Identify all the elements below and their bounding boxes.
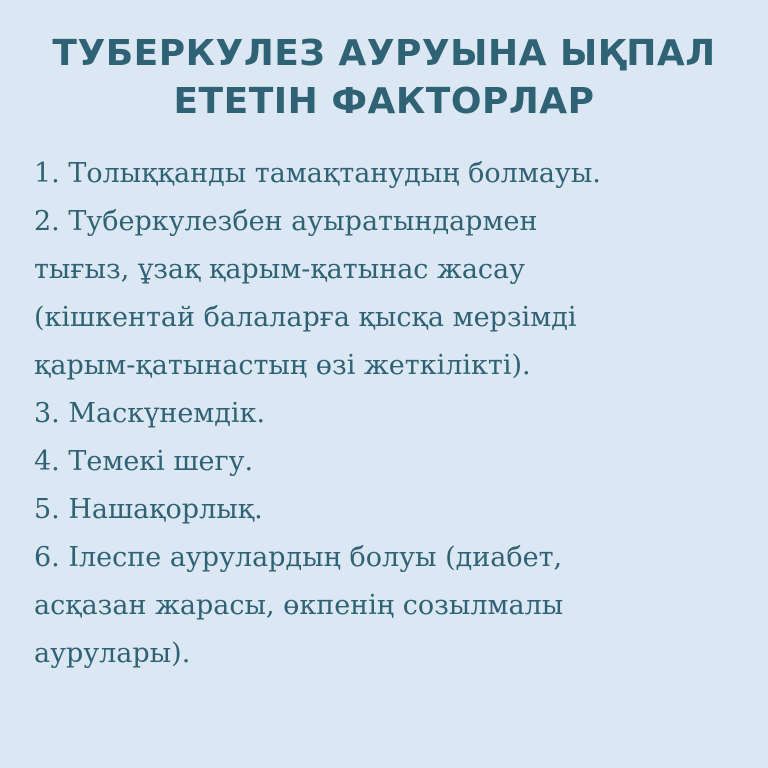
- body-line-7: 4. Темекі шегу.: [34, 446, 254, 477]
- body-line-8: 5. Нашақорлық.: [34, 494, 263, 525]
- body-line-5: қарым-қатынастың өзі жеткілікті).: [34, 350, 531, 381]
- body-line-4: (кішкентай балаларға қысқа мерзімді: [34, 302, 577, 333]
- body-line-2: 2. Туберкулезбен ауыратындармен: [34, 206, 538, 237]
- body-line-11: аурулары).: [34, 638, 191, 669]
- title-line-2: ЕТЕТІН ФАКТОРЛАР: [173, 81, 595, 122]
- page-title: [0, 30, 768, 126]
- body-line-6: 3. Маскүнемдік.: [34, 398, 266, 429]
- body-line-3: тығыз, ұзақ қарым-қатынас жасау: [34, 254, 526, 285]
- title-line-1: ТУБЕРКУЛЕЗ АУРУЫНА ЫҚПАЛ: [52, 33, 716, 74]
- body-line-9: 6. Ілеспе аурулардың болуы (диабет,: [34, 542, 563, 573]
- body-line-10: асқазан жарасы, өкпенің созылмалы: [34, 590, 564, 621]
- factors-list: [34, 150, 754, 678]
- body-line-1: 1. Толыққанды тамақтанудың болмауы.: [34, 158, 601, 189]
